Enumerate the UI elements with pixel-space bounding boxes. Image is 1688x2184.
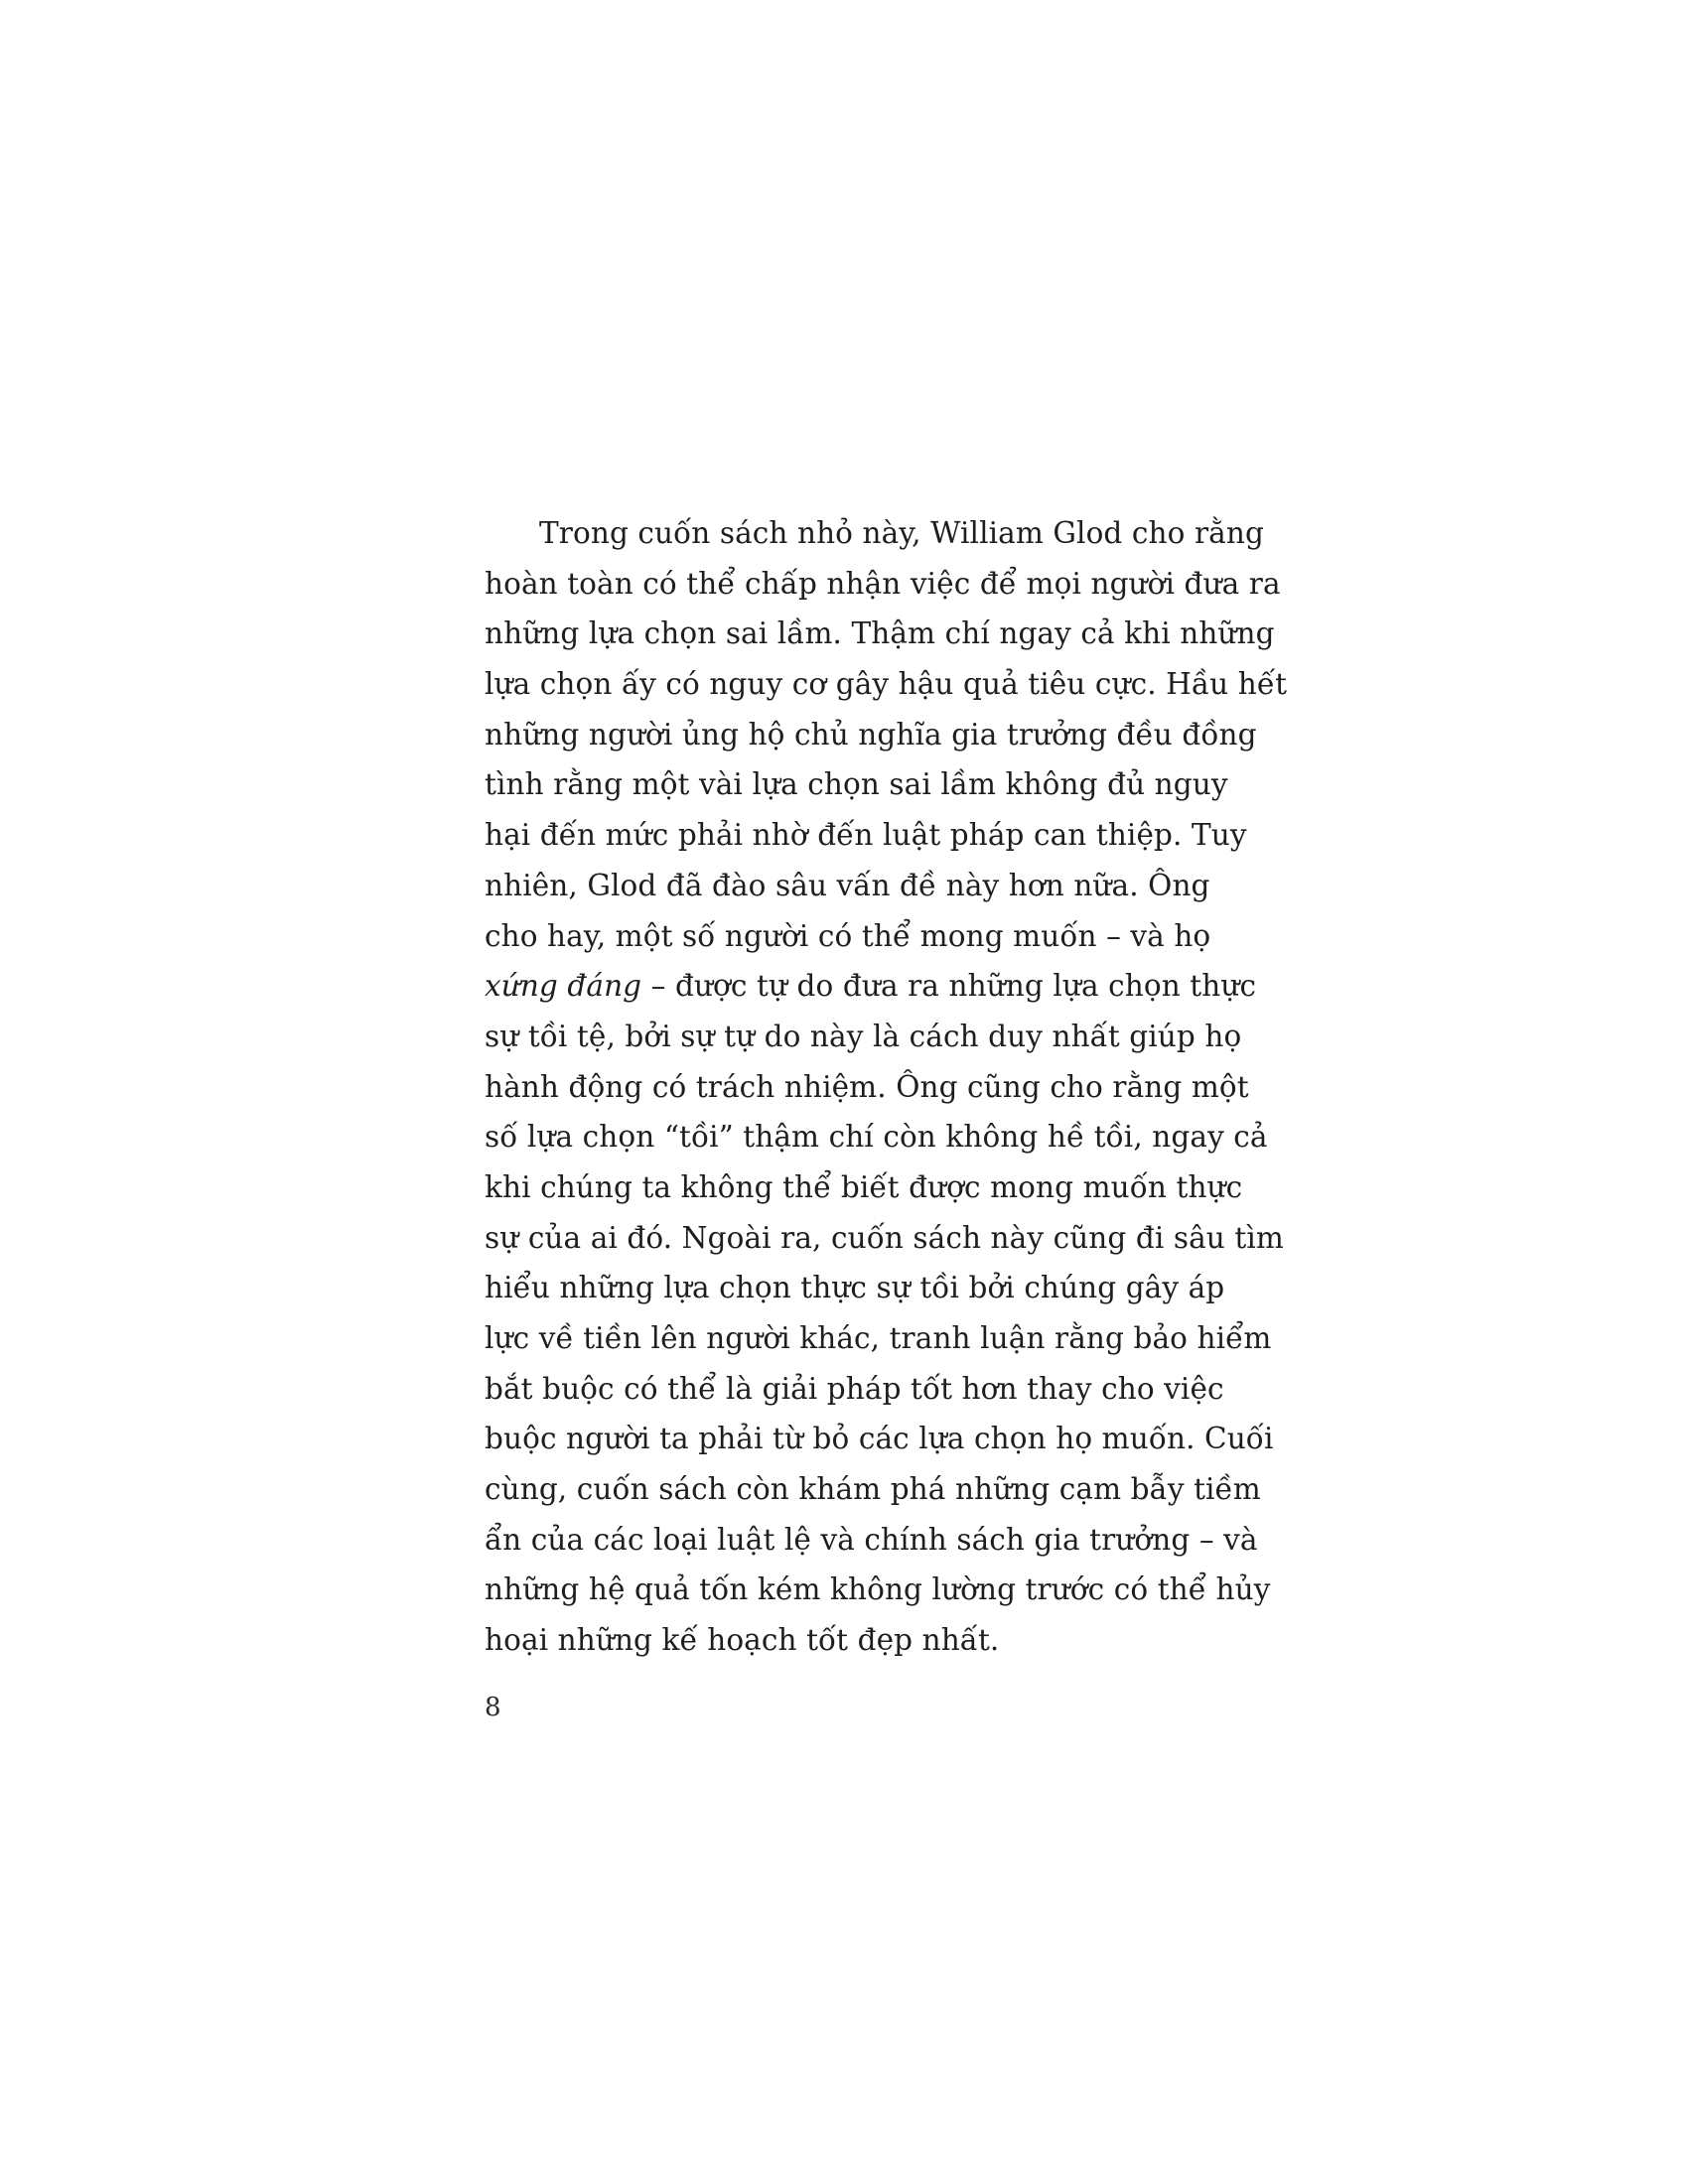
paragraph-line: khi chúng ta không thể biết được mong muốn thực <box>485 1169 1243 1204</box>
paragraph-line: sự tồi tệ, bởi sự tự do này là cách duy nhất giúp họ <box>485 1019 1242 1053</box>
paragraph-line: số lựa chọn “tồi” thậm chí còn không hề tồi, ngay cả <box>485 1120 1268 1155</box>
paragraph-line: buộc người ta phải từ bỏ các lựa chọn họ muốn. Cuối <box>485 1422 1274 1456</box>
paragraph-line: Trong cuốn sách nhỏ này, William Glod cho rằng <box>539 516 1264 550</box>
paragraph-line: những hệ quả tốn kém không lường trước có thể hủy <box>485 1572 1271 1607</box>
paragraph-line: hiểu những lựa chọn thực sự tồi bởi chúng gây áp <box>485 1271 1225 1305</box>
paragraph-line: tình rằng một vài lựa chọn sai lầm không đủ nguy <box>485 767 1228 802</box>
paragraph-line: sự của ai đó. Ngoài ra, cuốn sách này cũng đi sâu tìm <box>485 1220 1284 1255</box>
paragraph-line: lựa chọn ấy có nguy cơ gây hậu quả tiêu cực. Hầu hết <box>485 667 1288 702</box>
paragraph-line <box>485 961 1257 1012</box>
page-number: 8 <box>485 1693 501 1722</box>
paragraph-line: ẩn của các loại luật lệ và chính sách gia trưởng – và <box>485 1522 1258 1557</box>
paragraph-line: cho hay, một số người có thể mong muốn – và họ <box>485 918 1211 953</box>
emphasis-text: xứng đáng <box>485 969 642 1004</box>
paragraph-line: những lựa chọn sai lầm. Thậm chí ngay cả khi những <box>485 616 1275 651</box>
paragraph-line: hoại những kế hoạch tốt đẹp nhất. <box>485 1623 1000 1658</box>
paragraph-line: hành động có trách nhiệm. Ông cũng cho rằng một <box>485 1069 1249 1104</box>
paragraph-line: những người ủng hộ chủ nghĩa gia trưởng đều đồng <box>485 717 1257 751</box>
paragraph-line: bắt buộc có thể là giải pháp tốt hơn thay cho việc <box>485 1371 1224 1406</box>
paragraph-line: nhiên, Glod đã đào sâu vấn đề này hơn nữa. Ông <box>485 868 1210 902</box>
paragraph-line: cùng, cuốn sách còn khám phá những cạm bẫy tiềm <box>485 1472 1261 1507</box>
paragraph-line: hoàn toàn có thể chấp nhận việc để mọi người đưa ra <box>485 566 1281 601</box>
paragraph-line-rest: – được tự do đưa ra những lựa chọn thực <box>641 969 1257 1004</box>
paragraph-line: hại đến mức phải nhờ đến luật pháp can thiệp. Tuy <box>485 818 1247 853</box>
body-paragraph <box>485 508 1288 1666</box>
paragraph-line: lực về tiền lên người khác, tranh luận rằng bảo hiểm <box>485 1321 1272 1355</box>
